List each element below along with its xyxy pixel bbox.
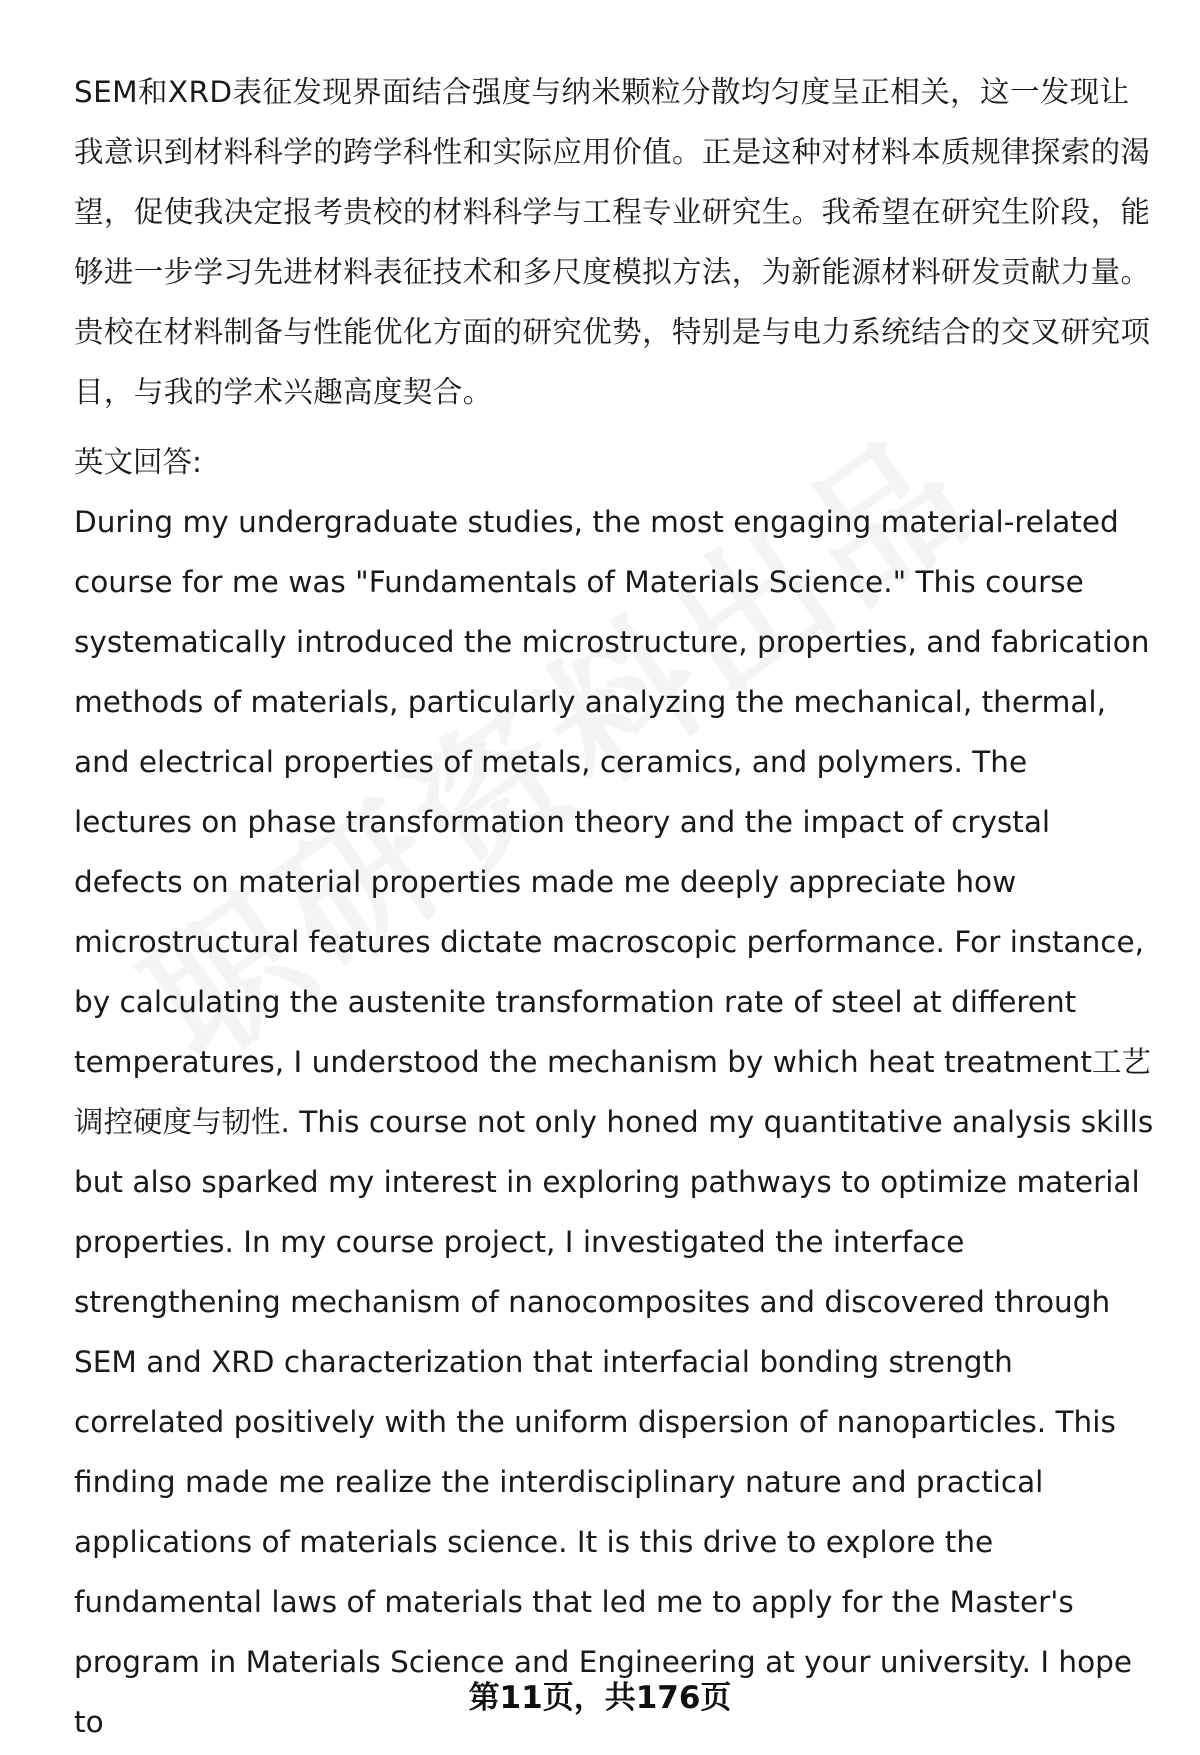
chinese-answer-paragraph: SEM和XRD表征发现界面结合强度与纳米颗粒分散均匀度呈正相关，这一发现让我意识到材料科学的跨学科性和实际应用价值。正是这种对材料本质规律探索的渴望，促使我决定报考贵校的材料科学与工程专业研究生。我希望在研究生阶段，能够进一步学习先进材料表征技术和多尺度模拟方法，为新能源材料研发贡献力量。贵校在材料制备与性能优化方面的研究优势，特别是与电力系统结合的交叉研究项目，与我的学术兴趣高度契合。 (74, 75, 1151, 409)
page-indicator: 第11页，共176页 (468, 1680, 732, 1716)
english-answer-label: 英文回答: (74, 445, 202, 479)
document-body (74, 62, 1154, 1752)
english-answer-paragraph: During my undergraduate studies, the most engaging material-related course for me was "Fundamentals of Materials Science." This course systematically introduced the microstructure, properties, and fabrication methods of materials, particularly analyzing the mechanical, thermal, and electrical properties of metals, ceramics, and polymers. The lectures on phase transformation theory and the impact of crystal defects on material properties made me deeply appreciate how microstructural features dictate macroscopic performance. For instance, by calculating the austenite transformation rate of steel at different temperatures, I understood the mechanism by which heat treatment工艺调控硬度与韧性. This course not only honed my quantitative analysis skills but also sparked my interest in exploring pathways to optimize material properties. In my course project, I investigated the interface strengthening mechanism of nanocomposites and discovered through SEM and XRD characterization that interfacial bonding strength correlated positively with the uniform dispersion of nanoparticles. This finding made me realize the interdisciplinary nature and practical applications of materials science. It is this drive to explore the fundamental laws of materials that led me to apply for the Master's program in Materials Science and Engineering at your university. I hope to (74, 505, 1154, 1739)
